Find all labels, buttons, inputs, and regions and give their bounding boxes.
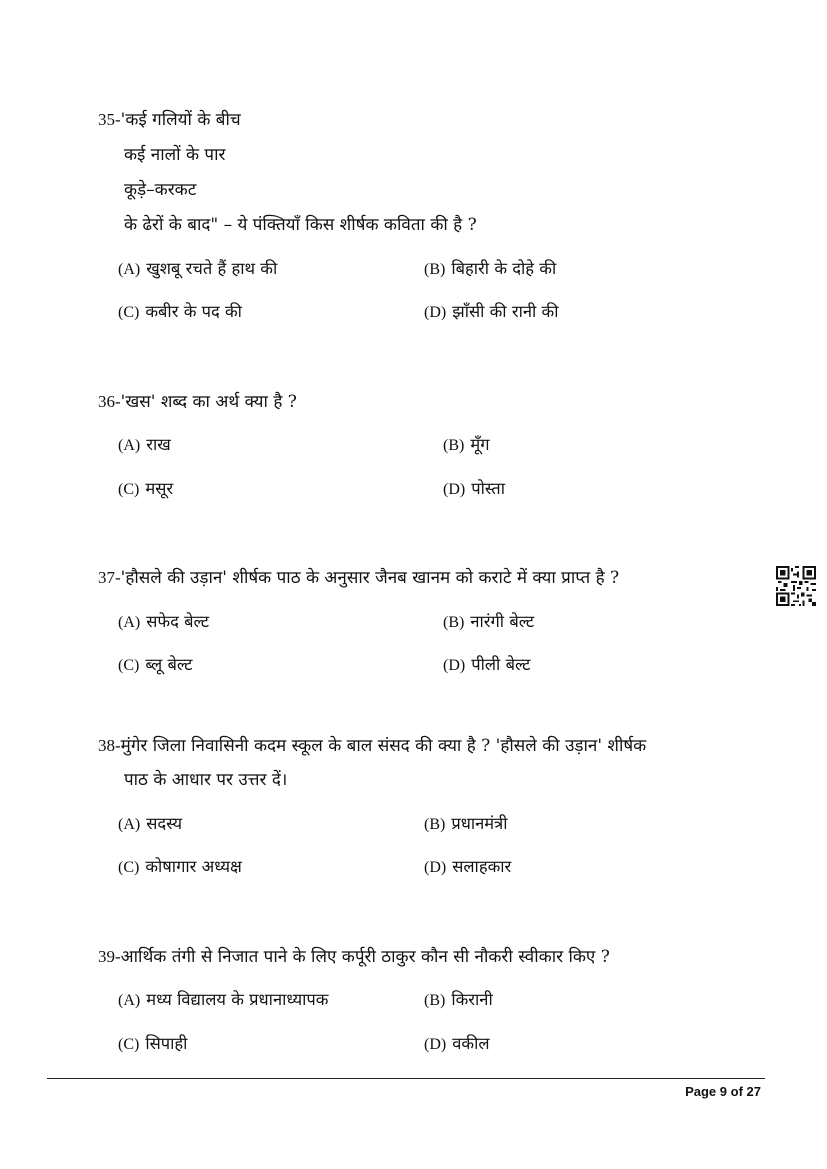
question-39-option-b	[424, 989, 493, 1012]
option-text: मूँग	[470, 435, 490, 454]
option-label: (B)	[424, 261, 446, 278]
question-36-text-1: 'खस' शब्द का अर्थ क्या है ?	[120, 392, 297, 412]
question-35-option-b	[424, 258, 556, 281]
option-text: सदस्य	[146, 814, 183, 833]
option-text: किरानी	[451, 990, 493, 1009]
option-text: सफेद बेल्ट	[146, 612, 210, 631]
option-text: मसूर	[145, 479, 174, 498]
question-37-line-1	[98, 567, 619, 589]
option-label: (C)	[118, 304, 140, 321]
option-text: पीली बेल्ट	[471, 655, 531, 674]
option-label: (B)	[443, 614, 465, 631]
option-label: (D)	[443, 657, 466, 674]
question-36-option-c	[118, 478, 173, 501]
option-text: प्रधानमंत्री	[451, 814, 508, 833]
qr-code-icon	[776, 566, 816, 606]
option-text: बिहारी के दोहे की	[451, 259, 557, 278]
question-35-line-3: कूड़े–करकट	[124, 180, 197, 200]
question-35-option-c	[118, 301, 242, 324]
option-text: सिपाही	[145, 1034, 188, 1053]
page-total: 27	[746, 1084, 761, 1099]
page-indicator	[685, 1084, 761, 1099]
option-label: (B)	[424, 992, 446, 1009]
option-text: झाँसी की रानी की	[452, 302, 559, 321]
question-35-text-1: 'कई गलियों के बीच	[120, 110, 241, 130]
question-38-option-b	[424, 813, 508, 836]
question-37-option-a	[118, 611, 209, 634]
option-label: (B)	[443, 437, 465, 454]
question-37-text-1: 'हौसले की उड़ान' शीर्षक पाठ के अनुसार जैनब खानम को कराटे में क्या प्राप्त है ?	[120, 568, 620, 588]
option-label: (D)	[443, 481, 466, 498]
option-label: (A)	[118, 614, 141, 631]
option-label: (A)	[118, 437, 141, 454]
option-text: ब्लू बेल्ट	[145, 655, 193, 674]
question-38-text-1: मुंगेर जिला निवासिनी कदम स्कूल के बाल संसद की क्या है ? 'हौसले की उड़ान' शीर्षक	[120, 736, 647, 756]
option-label: (D)	[424, 1036, 447, 1053]
question-39-number: 39-	[98, 947, 121, 966]
option-text: वकील	[452, 1034, 490, 1053]
question-36-option-a	[118, 434, 171, 457]
question-38-option-a	[118, 813, 182, 836]
option-label: (C)	[118, 859, 140, 876]
question-37-option-c	[118, 654, 192, 677]
option-text: पोस्ता	[471, 479, 505, 498]
question-39-option-c	[118, 1033, 187, 1056]
question-36-number: 36-	[98, 392, 121, 411]
question-35-option-a	[118, 258, 277, 281]
option-label: (A)	[118, 992, 141, 1009]
option-label: (A)	[118, 816, 141, 833]
question-35-line-1	[98, 109, 241, 131]
question-35-line-2: कई नालों के पार	[124, 145, 226, 165]
option-text: सलाहकार	[452, 857, 512, 876]
option-label: (B)	[424, 816, 446, 833]
question-39-line-1	[98, 946, 610, 968]
option-label: (C)	[118, 481, 140, 498]
question-36-line-1	[98, 391, 297, 413]
footer-divider	[47, 1078, 765, 1079]
question-38-line-1	[98, 735, 646, 757]
page-prefix: Page	[685, 1084, 717, 1099]
option-label: (D)	[424, 304, 447, 321]
option-label: (D)	[424, 859, 447, 876]
question-37-option-d	[443, 654, 531, 677]
question-38-option-d	[424, 856, 511, 879]
option-text: राख	[146, 435, 171, 454]
question-38-line-2: पाठ के आधार पर उत्तर दें।	[124, 770, 288, 790]
question-36-option-d	[443, 478, 505, 501]
question-36-option-b	[443, 434, 490, 457]
question-39-option-a	[118, 989, 328, 1012]
option-label: (C)	[118, 657, 140, 674]
question-37-option-b	[443, 611, 534, 634]
question-35-option-d	[424, 301, 558, 324]
option-label: (C)	[118, 1036, 140, 1053]
option-text: नारंगी बेल्ट	[470, 612, 535, 631]
option-text: कबीर के पद की	[145, 302, 242, 321]
question-39-option-d	[424, 1033, 490, 1056]
question-38-option-c	[118, 856, 242, 879]
option-label: (A)	[118, 261, 141, 278]
option-text: मध्य विद्यालय के प्रधानाध्यापक	[146, 990, 329, 1009]
question-35-line-4: के ढेरों के बाद" – ये पंक्तियाँ किस शीर्षक कविता की है ?	[124, 215, 477, 235]
page-of: of	[730, 1084, 743, 1099]
question-38-number: 38-	[98, 736, 121, 755]
option-text: कोषागार अध्यक्ष	[145, 857, 242, 876]
question-37-number: 37-	[98, 568, 121, 587]
option-text: खुशबू रचते हैं हाथ की	[146, 259, 278, 278]
question-35-number: 35-	[98, 110, 121, 129]
page-number: 9	[719, 1084, 727, 1099]
question-39-text-1: आर्थिक तंगी से निजात पाने के लिए कर्पूरी ठाकुर कौन सी नौकरी स्वीकार किए ?	[120, 947, 610, 967]
